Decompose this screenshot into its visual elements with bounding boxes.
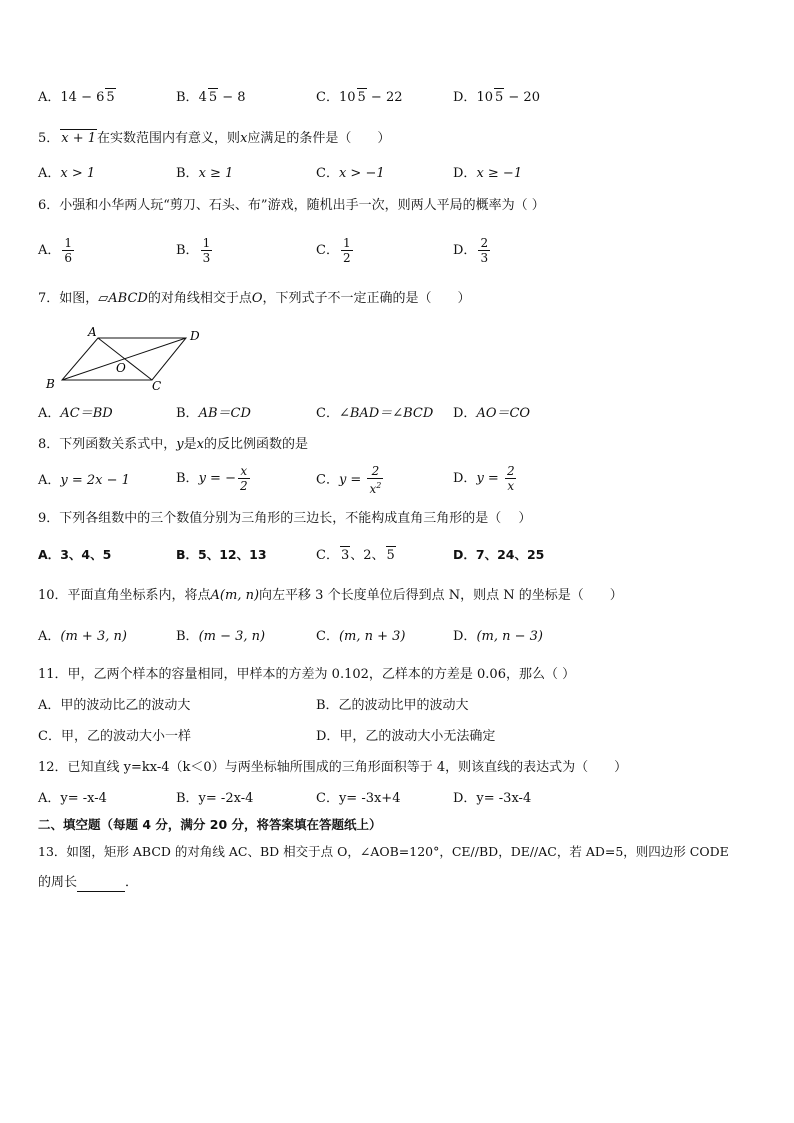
q8-option-d: D．y = $\frac{2}{x}$ xyxy=(453,464,515,493)
label-d: D xyxy=(190,329,200,343)
q11-option-a: A．甲的波动比乙的波动大 xyxy=(38,698,191,713)
section-heading-fill-in: 二、填空题（每题 4 分，满分 20 分，将答案填在答题纸上） xyxy=(38,817,382,832)
q9-option-c: C． 3、2、 5 xyxy=(316,548,395,563)
q5-option-c: C．x > −1 xyxy=(316,166,385,181)
q4-option-a: A．14 − 6 5 xyxy=(38,90,115,105)
q6-option-b: B． $\frac{1}{3}$ xyxy=(176,236,211,265)
q8-option-b: B．y = − $\frac{x}{2}$ xyxy=(176,464,248,493)
q8-option-c: C．y = $\frac{2}{x^2}$ xyxy=(316,464,382,496)
q12-stem: 12．已知直线 y=kx-4（k＜0）与两坐标轴所围成的三角形面积等于 4，则该直线的表达式为（ ） xyxy=(38,760,628,775)
q11-stem: 11．甲，乙两个样本的容量相同，甲样本的方差为 0.102，乙样本的方差是 0.06，那么（ ） xyxy=(38,667,576,682)
q9-option-a: A．3、4、5 xyxy=(38,547,112,562)
q11-option-c: C．甲，乙的波动大小一样 xyxy=(38,729,191,744)
q12-option-a: A．y= -x-4 xyxy=(38,791,107,806)
q4-option-b: B．4 5 − 8 xyxy=(176,90,246,105)
q4-option-d: D．10 5 − 20 xyxy=(453,90,540,105)
q8-option-a: A．y = 2x − 1 xyxy=(38,473,130,488)
q7-option-b: B．AB＝CD xyxy=(176,406,251,421)
q6-option-a: A． $\frac{1}{6}$ xyxy=(38,236,73,265)
q6-option-c: C． $\frac{1}{2}$ xyxy=(316,236,351,265)
q11-option-d: D．甲，乙的波动大小无法确定 xyxy=(316,729,496,744)
q7-option-d: D．AO＝CO xyxy=(453,406,531,421)
q10-option-b: B．(m − 3, n) xyxy=(176,629,266,644)
q10-option-a: A．(m + 3, n) xyxy=(38,629,127,644)
q10-stem: 10．平面直角坐标系内，将点A(m, n)向左平移 3 个长度单位后得到点 N，则点 N 的坐标是（ ） xyxy=(38,588,623,603)
q5-option-a: A．x > 1 xyxy=(38,166,96,181)
label-a: A xyxy=(88,325,97,339)
q4-option-c: C．10 5 − 22 xyxy=(316,90,403,105)
q12-option-d: D．y= -3x-4 xyxy=(453,791,532,806)
q6-option-d: D． $\frac{2}{3}$ xyxy=(453,236,489,265)
q5-stem: 5． x + 1在实数范围内有意义，则x应满足的条件是（ ） xyxy=(38,131,391,146)
q8-stem: 8．下列函数关系式中，y是x的反比例函数的是 xyxy=(38,437,309,452)
label-b: B xyxy=(46,377,55,391)
q6-stem: 6．小强和小华两人玩“剪刀、石头、布”游戏，随机出手一次，则两人平局的概率为（ ） xyxy=(38,198,545,213)
q5-option-b: B．x ≥ 1 xyxy=(176,166,234,181)
q7-option-a: A．AC＝BD xyxy=(38,406,113,421)
label-c: C xyxy=(152,379,162,393)
q7-option-c: C．∠BAD＝∠BCD xyxy=(316,406,434,421)
q13-stem-line2: 的周长 ． xyxy=(38,875,139,890)
q13-stem-line1: 13．如图，矩形 ABCD 的对角线 AC、BD 相交于点 O，∠AOB=120°，CE//BD，DE//AC，若 AD=5，则四边形 CODE xyxy=(38,844,729,859)
q5-option-d: D．x ≥ −1 xyxy=(453,166,523,181)
q10-option-c: C．(m, n + 3) xyxy=(316,629,406,644)
q7-parallelogram-figure xyxy=(40,322,210,394)
q9-option-d: D．7、24、25 xyxy=(453,547,545,562)
answer-blank[interactable] xyxy=(77,878,125,892)
q11-option-b: B．乙的波动比甲的波动大 xyxy=(316,698,469,713)
label-o: O xyxy=(116,361,126,375)
q12-option-c: C．y= -3x+4 xyxy=(316,791,401,806)
q9-option-b: B．5、12、13 xyxy=(176,547,267,562)
q7-stem: 7．如图，▱ABCD的对角线相交于点O，下列式子不一定正确的是（ ） xyxy=(38,291,471,306)
q9-stem: 9．下列各组数中的三个数值分别为三角形的三边长，不能构成直角三角形的是（ ） xyxy=(38,511,532,526)
q12-option-b: B．y= -2x-4 xyxy=(176,791,254,806)
q10-option-d: D．(m, n − 3) xyxy=(453,629,543,644)
